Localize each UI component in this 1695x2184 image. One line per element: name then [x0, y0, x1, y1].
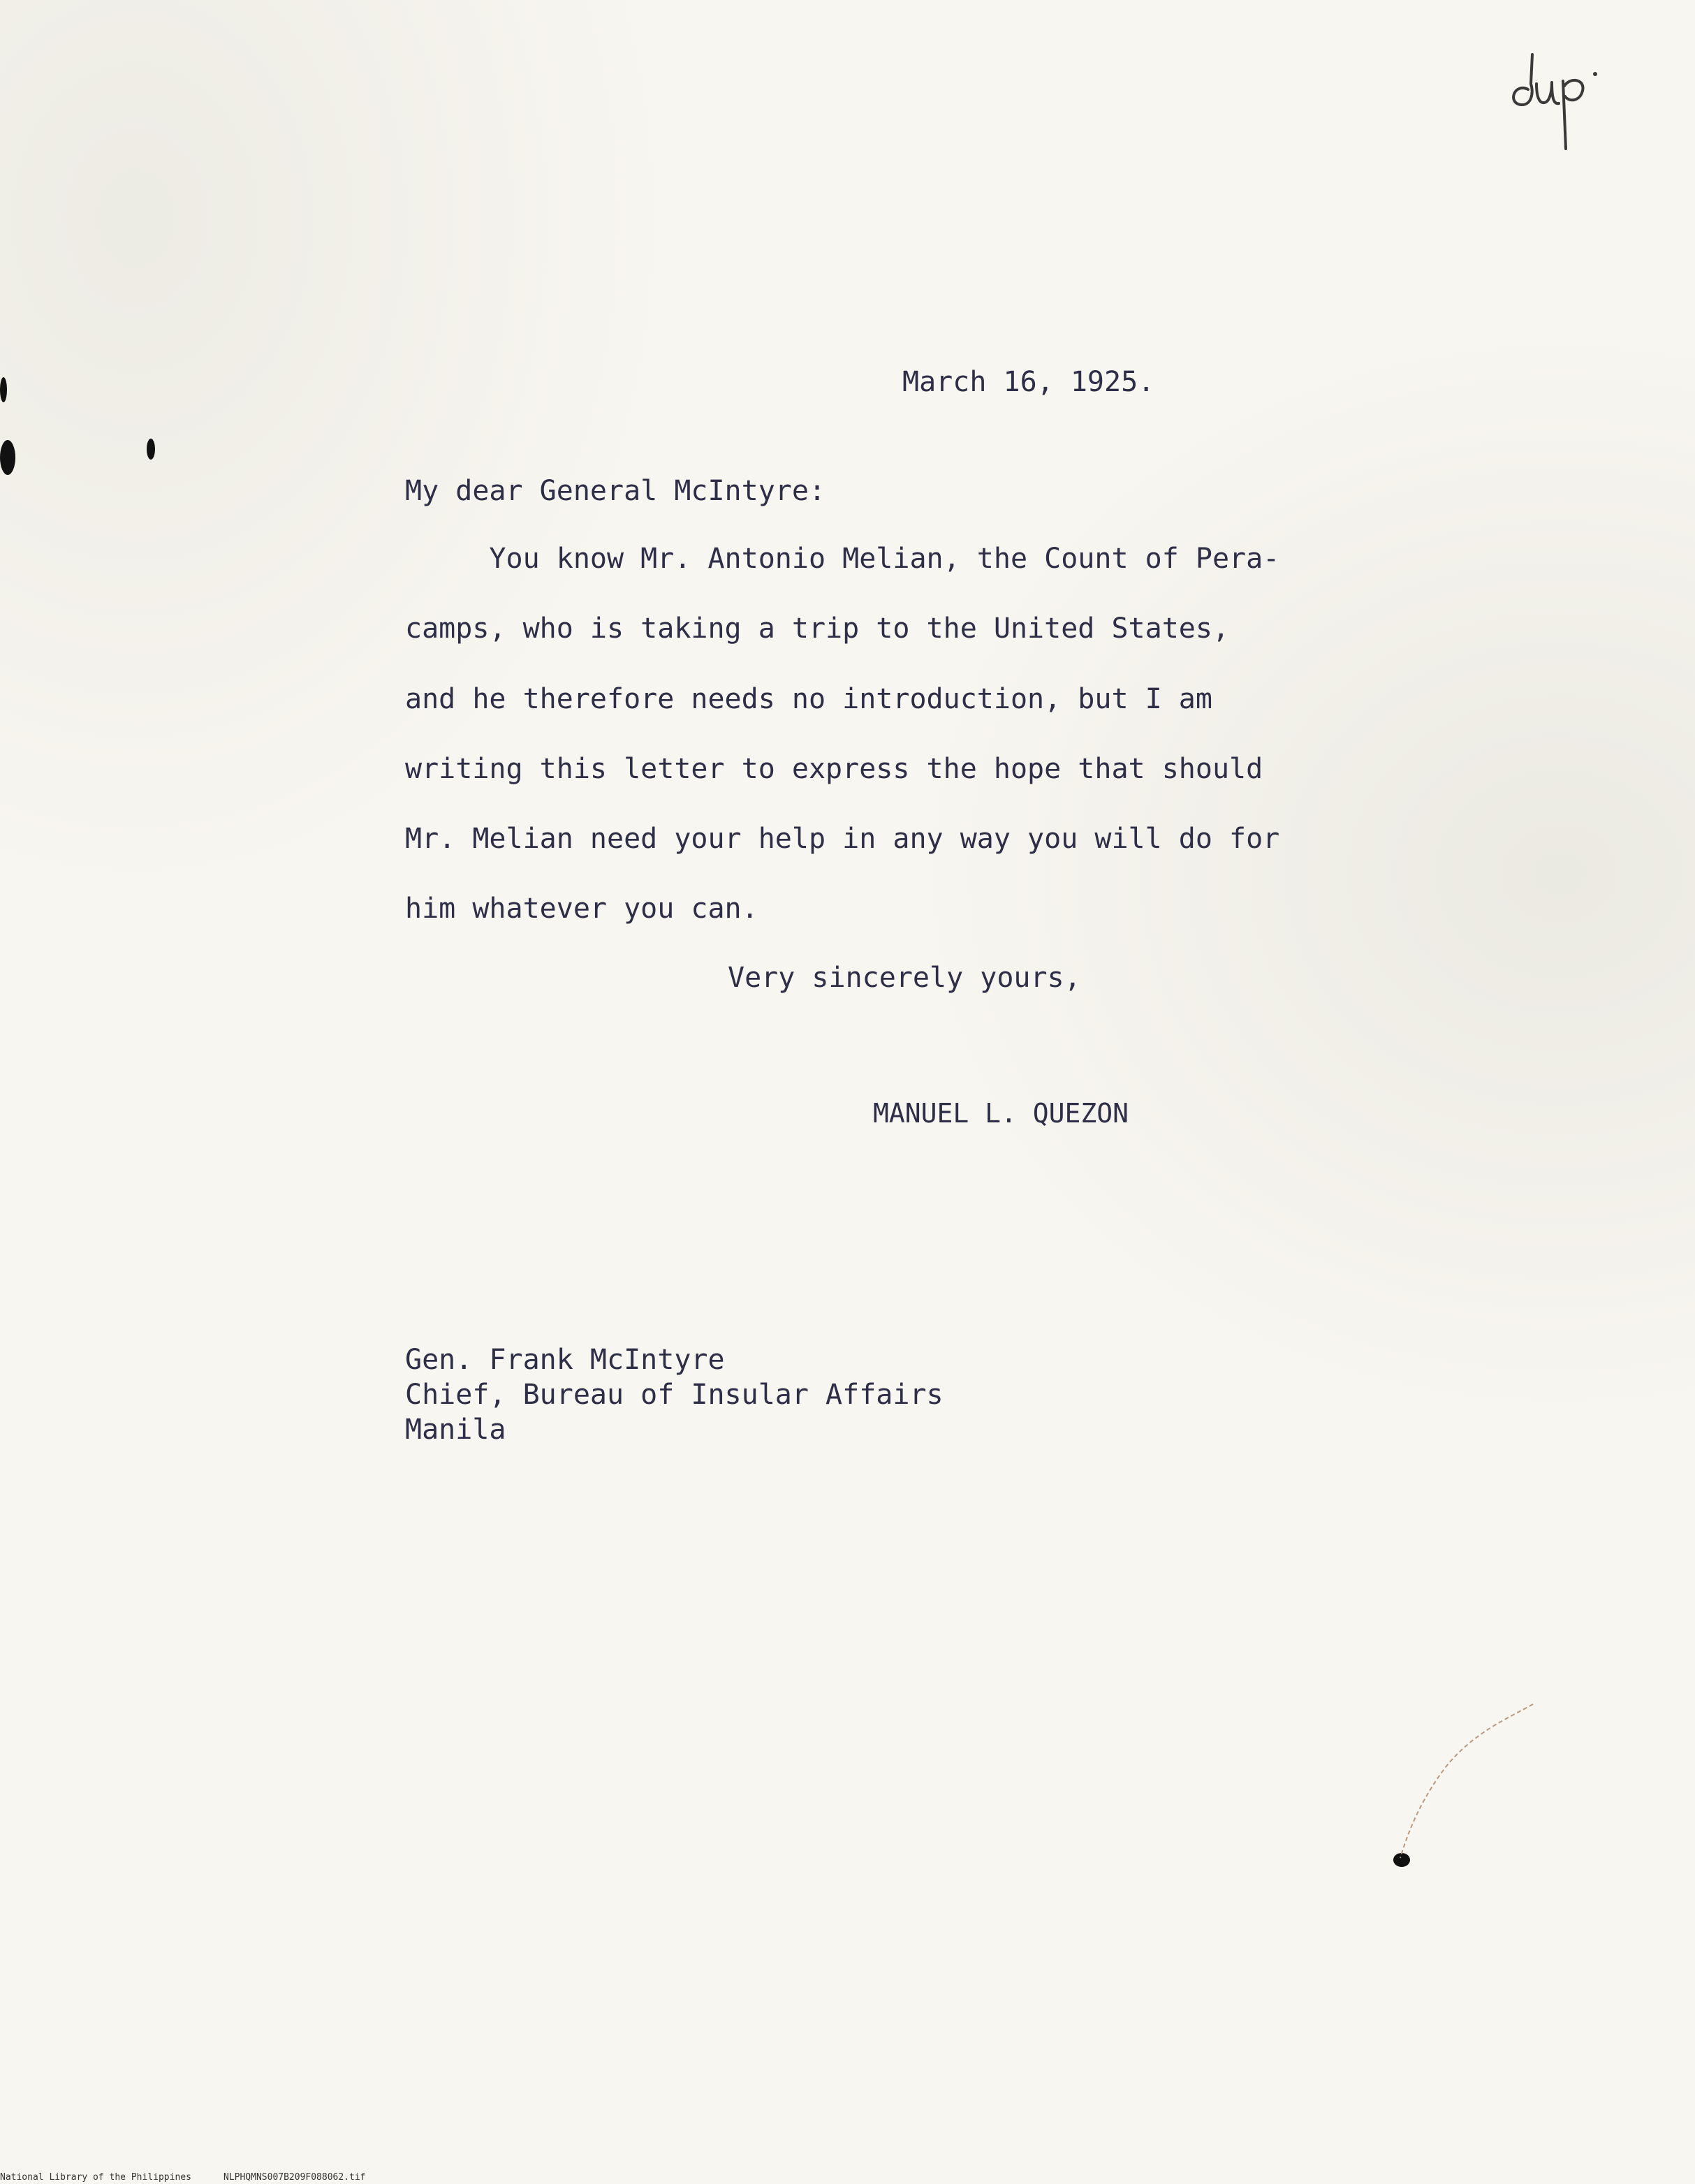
recipient-title: Chief, Bureau of Insular Affairs	[405, 1379, 944, 1411]
letter-body-line: camps, who is taking a trip to the United States,	[405, 613, 1230, 645]
letter-salutation: My dear General McIntyre:	[405, 475, 826, 507]
binder-hole-mark	[0, 440, 15, 475]
ink-speck	[147, 439, 155, 460]
letter-body-line: writing this letter to express the hope that should	[405, 753, 1263, 785]
archive-institution-label: National Library of the Philippines	[0, 2172, 191, 2183]
handwritten-dup-note	[1500, 41, 1605, 152]
letter-body-line: You know Mr. Antonio Melian, the Count of Pera-	[405, 543, 1280, 575]
paper-crease-mark	[1369, 1690, 1550, 1886]
letter-body-line: and he therefore needs no introduction, but I am	[405, 683, 1212, 715]
recipient-location: Manila	[405, 1414, 506, 1446]
letter-date: March 16, 1925.	[902, 366, 1155, 398]
letter-closing: Very sincerely yours,	[728, 962, 1081, 994]
archive-file-id: NLPHQMNS007B209F088062.tif	[223, 2172, 366, 2183]
letter-body-line: Mr. Melian need your help in any way you will do for	[405, 823, 1280, 855]
binder-hole-mark	[0, 377, 7, 402]
letter-body-line: him whatever you can.	[405, 893, 758, 925]
recipient-name: Gen. Frank McIntyre	[405, 1344, 725, 1376]
letter-signature: MANUEL L. QUEZON	[873, 1098, 1129, 1129]
